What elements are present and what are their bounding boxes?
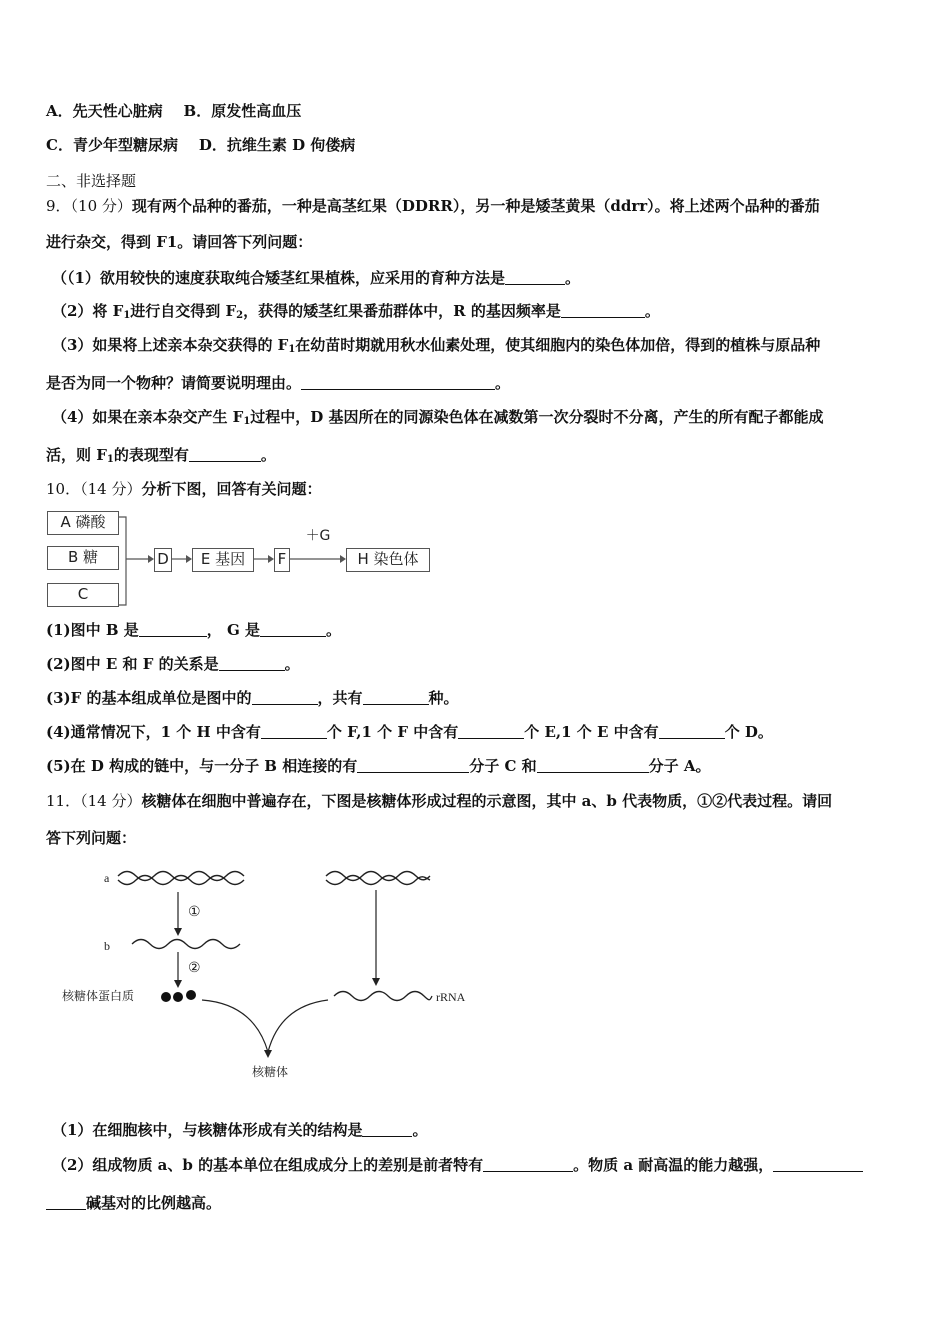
q10-s3-b: ，共有 [317, 689, 363, 707]
q11-stem-line1 [46, 791, 910, 811]
q10-s1-blank1[interactable] [139, 622, 207, 637]
option-a: A．先天性心脏病 [46, 102, 163, 120]
label-g: ＋G [300, 527, 336, 545]
subscript: 2 [236, 310, 244, 321]
q9-part3-c: 是否为同一个物种？请简要说明理由。 [46, 374, 302, 392]
label-rrna: rRNA [436, 990, 466, 1004]
q11-ribosome-figure [58, 866, 498, 1090]
q10-s1-blank2[interactable] [260, 622, 326, 637]
q11-part2-blank2-cont[interactable] [46, 1195, 86, 1210]
options-ab [46, 101, 910, 121]
q10-s3-blank1[interactable] [252, 690, 318, 705]
label-ribosome: 核糖体 [252, 1065, 289, 1079]
q10-sub2 [46, 654, 910, 674]
subscript: 1 [123, 310, 131, 321]
dna-a-right [326, 872, 430, 885]
q10-sub3 [46, 688, 910, 708]
q11-stem-line2: 答下列问题： [46, 829, 137, 847]
arrow-head-icon [372, 978, 380, 986]
q10-s5-b: 分子 C 和 [469, 757, 537, 775]
q10-s4-blank2[interactable] [458, 724, 524, 739]
subscript: 1 [243, 416, 251, 427]
q9-part3-blank[interactable] [301, 375, 495, 390]
label-step2: ② [188, 961, 201, 976]
protein-dot [173, 992, 183, 1002]
curve-right [268, 1000, 328, 1052]
brace-line [118, 517, 126, 605]
q10-stem-text: 分析下图，回答有关问题： [141, 480, 322, 498]
q11-part2-a: （2）组成物质 a、b 的基本单位在组成成分上的差别是前者特有 [52, 1156, 484, 1174]
q10-s1-a: (1)图中 B 是 [46, 621, 139, 639]
q9-part1 [52, 268, 910, 288]
q9-part1-blank[interactable] [505, 270, 565, 285]
box-a: A 磷酸 [47, 511, 119, 535]
box-f: F [274, 548, 290, 572]
q10-s5-a: (5)在 D 构成的链中，与一分子 B 相连接的有 [46, 757, 358, 775]
q9-part4-blank[interactable] [189, 447, 261, 462]
q9-part2-a: （2）将 F [52, 302, 124, 320]
q11-part1 [52, 1120, 910, 1140]
q10-sub5 [46, 756, 910, 776]
q10-s1-b: ， G 是 [206, 621, 261, 639]
arrow-head-icon [174, 928, 182, 936]
q11-score: （14 分） [80, 792, 142, 810]
period: 。 [284, 655, 300, 673]
box-h: H 染色体 [346, 548, 430, 572]
q10-s5-c: 分子 A。 [648, 757, 711, 775]
option-d: D．抗维生素 D 佝偻病 [198, 136, 356, 154]
q9-part1-text: （（1）欲用较快的速度获取纯合矮茎红果植株，应采用的育种方法是 [52, 269, 505, 287]
box-c: C [47, 583, 119, 607]
q9-part4-a: （4）如果在亲本杂交产生 F [52, 408, 244, 426]
option-b: B．原发性高血压 [183, 102, 302, 120]
label-b: b [104, 939, 110, 953]
q10-s4-blank3[interactable] [659, 724, 725, 739]
q11-part2-line1 [52, 1155, 910, 1175]
period: 。 [564, 269, 580, 287]
box-e: E 基因 [192, 548, 254, 572]
q9-part3-b: 在幼苗时期就用秋水仙素处理，使其细胞内的染色体加倍，得到的植株与原品种 [295, 336, 821, 354]
q10-s2-a: (2)图中 E 和 F 的关系是 [46, 655, 219, 673]
q10-flow-diagram [44, 507, 444, 611]
q11-stem-1: 核糖体在细胞中普遍存在，下图是核糖体形成过程的示意图，其中 a、b 代表物质，①②代表过程。请回 [141, 792, 833, 810]
subscript: 1 [288, 344, 296, 355]
period: 。 [326, 621, 342, 639]
q9-score: （10 分） [70, 197, 132, 215]
dna-a-left [118, 872, 244, 885]
curve-left [202, 1000, 268, 1052]
q11-part2-b: 。物质 a 耐高温的能力越强， [573, 1156, 774, 1174]
q10-stem [46, 479, 910, 499]
q11-part2-blank2[interactable] [773, 1157, 863, 1172]
box-d: D [154, 548, 172, 572]
period: 。 [260, 446, 276, 464]
mrna-b [132, 940, 240, 949]
q10-number: 10． [46, 480, 81, 498]
q9-part2-b: 进行自交得到 F [130, 302, 237, 320]
box-b: B 糖 [47, 546, 119, 570]
q10-sub1 [46, 620, 910, 640]
rrna-strand [334, 992, 432, 1001]
period: 。 [412, 1121, 428, 1139]
option-c: C．青少年型糖尿病 [46, 136, 178, 154]
q9-part3-line2 [46, 373, 910, 393]
period: 。 [644, 302, 660, 320]
q10-s3-blank2[interactable] [363, 690, 429, 705]
q10-s4-b: 个 F,1 个 F 中含有 [326, 723, 459, 741]
q9-part2-blank[interactable] [561, 303, 645, 318]
q9-part3-line1 [52, 335, 910, 355]
q11-part1-blank[interactable] [362, 1122, 412, 1137]
q10-s4-d: 个 D。 [724, 723, 773, 741]
q10-s5-blank1[interactable] [357, 758, 469, 773]
q9-part2 [52, 301, 910, 321]
q10-s3-c: 种。 [428, 689, 459, 707]
subscript: 1 [106, 454, 114, 465]
q11-part1-text: （1）在细胞核中，与核糖体形成有关的结构是 [52, 1121, 363, 1139]
q9-part4-c: 活，则 F [46, 446, 107, 464]
section-title: 二、非选择题 [46, 172, 137, 190]
q9-number: 9． [46, 197, 71, 215]
q10-s4-a: (4)通常情况下，1 个 H 中含有 [46, 723, 261, 741]
q9-part4-b: 过程中，D 基因所在的同源染色体在减数第一次分裂时不分离，产生的所有配子都能成 [250, 408, 824, 426]
q10-score: （14 分） [80, 480, 142, 498]
q9-part4-line2 [46, 445, 910, 465]
q10-s3-a: (3)F 的基本组成单位是图中的 [46, 689, 252, 707]
protein-dot [161, 992, 171, 1002]
q10-s5-blank2[interactable] [537, 758, 649, 773]
q11-part2-blank1[interactable] [483, 1157, 573, 1172]
q11-part2-line2 [46, 1193, 910, 1213]
period: 。 [495, 374, 511, 392]
q9-part4-line1 [52, 407, 910, 427]
label-step1: ① [188, 905, 201, 920]
label-a: a [104, 871, 110, 885]
q9-part4-d: 的表现型有 [113, 446, 189, 464]
arrow-head-icon [264, 1050, 272, 1058]
q11-number: 11． [46, 792, 81, 810]
q9-part3-a: （3）如果将上述亲本杂交获得的 F [52, 336, 289, 354]
q10-sub4 [46, 722, 910, 742]
q10-s4-c: 个 E,1 个 E 中含有 [524, 723, 659, 741]
q9-stem-1: 现有两个品种的番茄，一种是高茎红果（DDRR），另一种是矮茎黄果（ddrr）。将上述两个品种的番茄 [131, 197, 820, 215]
arrow-head-icon [174, 980, 182, 988]
q9-stem-line1 [46, 196, 910, 216]
q9-stem-line2: 进行杂交，得到 F1。请回答下列问题： [46, 233, 313, 251]
q9-part2-c: ，获得的矮茎红果番茄群体中，R 的基因频率是 [243, 302, 561, 320]
q10-s4-blank1[interactable] [261, 724, 327, 739]
label-protein: 核糖体蛋白质 [62, 989, 135, 1003]
q10-s2-blank[interactable] [219, 656, 285, 671]
q11-part2-c: 碱基对的比例越高。 [86, 1194, 222, 1212]
protein-dot [186, 990, 196, 1000]
options-cd [46, 135, 910, 155]
